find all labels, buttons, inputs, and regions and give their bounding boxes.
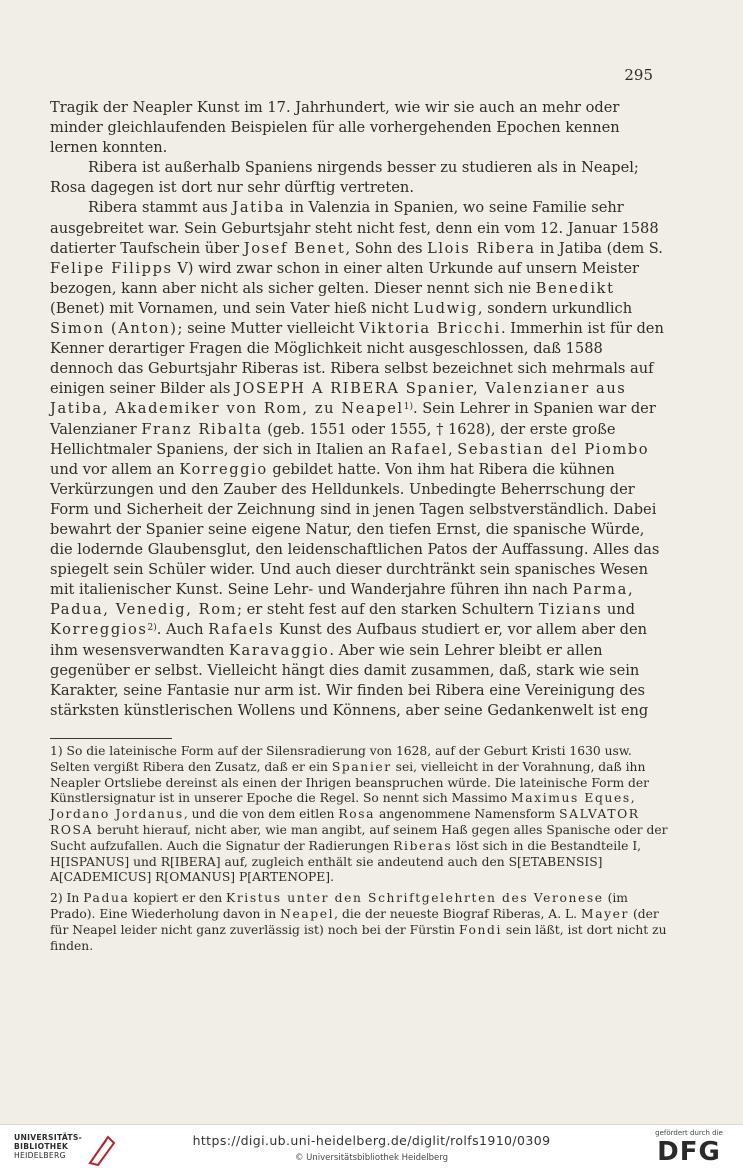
dfg-wordmark: DFG [657,1137,721,1167]
text-run: . Immerhin ist für den Kenner derartiger Fragen die Möglichkeit nicht ausgeschlossen, daß 1588 dennoch das Geburtsjahr Riberas ist. Ribera selbst bezeichnet sich mehrmals auf einigen seiner Bilder als [50,320,664,398]
text-run: , [447,440,458,458]
spaced-emphasis: Fondi [459,922,503,937]
footer-bar [0,1124,743,1173]
footnote-1 [50,744,670,886]
text-run: und vor allem an [50,460,180,478]
spaced-emphasis: Benedikt [535,279,615,297]
spaced-emphasis: Parma, Padua, Venedig, Rom [50,581,635,619]
library-name-line2: BIBLIOTHEK [14,1142,69,1151]
spaced-emphasis: Rafaels [208,621,275,639]
text-run: gebildet hatte. Von ihm hat Ribera die kühnen Verkürzungen und den Zauber des Helldunkels. Unbedingte Beherrschung der Form und Sicherheit der Zeichnung sind in jenen Tagen selbstverständlich. Dabei bewahrt der Spanier seine eigene Natur, den tiefen Ernst, die spanische Würde, die lodernde Glaubensglut, den leidenschaftlichen Patos der Auffassung. Alles das spiegelt sein Schüler wider. Und auch dieser durchtränkt sein spanisches Wesen mit italienischer Kunst. Seine Lehr- und Wanderjahre führen ihn nach [50,460,660,599]
text-run: 1) So die lateinische Form auf der Silensradierung von 1628, auf der Geburt Kristi 1630 usw. Selten vergißt Ribera den Zusatz, daß er ein [50,744,632,774]
text-run: . Aber wie sein Lehrer bleibt er allen gegenüber er selbst. Vielleicht hängt dies damit zusammen, daß, stark wie sein Karakter, seine Fantasie nur arm ist. Wir finden bei Ribera eine Vereinigung des stärksten künstlerischen Wollens und Könnens, aber seine Gedankenwelt ist eng [50,641,649,719]
paragraph [50,158,670,198]
spaced-emphasis: Neapel [280,906,335,921]
text-run: Tragik der Neapler Kunst im 17. Jahrhundert, wie wir sie auch an mehr oder minder gleichlaufenden Beispielen für alle vorhergehenden Epochen kennen lernen konnten. [50,99,620,157]
library-name-line3: HEIDELBERG [14,1151,66,1160]
paragraph [50,198,670,720]
text-run: , die der neueste Biograf Riberas, A. L. [334,906,581,921]
footnote-ref: 1) [403,402,413,413]
text-run: kopiert er den [129,891,227,906]
spaced-emphasis: Padua [83,891,130,906]
text-run: (der für Neapel leider nicht ganz zuverlässig ist) noch bei der Fürstin [50,906,659,937]
text-run: und [602,601,636,619]
text-run: , Sohn des [345,239,428,257]
spaced-emphasis: Maximus Eques [511,791,631,806]
text-run: beruht hierauf, nicht aber, wie man angibt, auf seinem Haß gegen alles Spanische oder der Sucht aufzufallen. Auch die Signatur der Radierungen [50,822,668,853]
spaced-emphasis: Riberas [393,838,453,853]
funded-by-text: gefördert durch die [655,1129,723,1137]
spaced-emphasis: Rafael [390,440,448,458]
text-run: . Auch [156,621,209,639]
text-run: Ribera stammt aus [88,199,233,217]
spaced-emphasis: Jatiba [232,199,286,217]
text-run: (geb. 1551 oder 1555, † 1628), der erste große Hellichtmaler Spaniens, der sich in Italien an [50,420,616,458]
text-run: in Valenzia in Spanien, wo seine Familie sehr ausgebreitet war. Sein Geburtsjahr steht nicht fest, denn ein vom 12. Januar 1588 datierter Taufschein über [50,199,659,257]
text-run: sei, vielleicht in der Vorahnung, daß ihn Neapler Ortsliebe dereinst als einen der Ihrigen beanspruchen würde. Die lateinische Form der Künstlersignatur ist in unserer Epoche die Regel. So nennt sich Massimo [50,759,650,806]
page-number: 295 [624,66,653,84]
text-run: ; seine Mutter vielleicht [177,320,360,338]
spaced-emphasis: SALVATOR ROSA [50,807,640,837]
spaced-emphasis: Viktoria Bricchi [359,320,501,338]
spaced-emphasis: Spanier [331,759,392,774]
spaced-emphasis: Llois Ribera [427,239,536,257]
main-text [50,98,670,721]
footnotes [50,744,670,954]
spaced-emphasis: Jordano Jordanus [50,807,184,822]
text-run: , und die von dem eitlen [183,807,339,822]
library-name-line1: UNIVERSITÄTS- [14,1133,83,1142]
text-run: 2) In [50,891,84,906]
spaced-emphasis: Rosa [338,807,376,822]
dfg-logo[interactable] [649,1129,729,1166]
spaced-emphasis: Karavaggio [229,641,330,659]
footnote-2 [50,891,670,954]
text-run: sein läßt, ist dort nicht zu finden. [50,922,667,953]
text-run: Ribera ist außerhalb Spaniens nirgends besser zu studieren als in Neapel; Rosa dagegen ist dort nur sehr dürftig vertreten. [50,159,639,197]
spaced-emphasis: Ludwig [413,299,478,317]
spaced-emphasis: Franz Ribalta [141,420,263,438]
copyright-text: © Universitätsbibliothek Heidelberg [294,1153,448,1163]
footnote-ref: 2) [147,623,157,634]
spaced-emphasis: Josef Benet [243,239,346,257]
document-url-link[interactable]: https://digi.ub.uni-heidelberg.de/diglit/rolfs1910/0309 [192,1133,551,1148]
spaced-emphasis: Tizians [538,601,603,619]
spaced-emphasis: Korreggios [50,621,148,639]
text-run: . Sein Lehrer in Spanien war der Valenzianer [50,400,656,438]
text-run: ; er steht fest auf den starken Schultern [237,601,539,619]
spaced-emphasis: Mayer [581,906,630,921]
text-run: , [630,791,635,806]
spaced-emphasis: Korreggio [179,460,268,478]
paragraph [50,98,670,158]
spaced-emphasis: Simon (Anton) [50,320,178,338]
spaced-emphasis: Sebastian del Piombo [457,440,650,458]
spaced-emphasis: Felipe Filipps [50,259,173,277]
text-run: Kunst des Aufbaus studiert er, vor allem aber den ihm wesensverwandten [50,621,647,659]
text-run: , sondern urkundlich [477,299,633,317]
footnote-divider [50,738,172,739]
text-run: angenommene Namensform [375,807,560,822]
text-run: löst sich in die Bestandteile I, H[ISPANUS] und R[IBERA] auf, zugleich enthält sie andeutend auch den S[ETABENSIS] A[CADEMICUS] R[OMANUS] P[ARTENOPE]. [50,838,642,885]
text-run: (Benet) mit Vornamen, und sein Vater hieß nicht [50,299,414,317]
text-run: (im Prado). Eine Wiederholung davon in [50,891,628,921]
spaced-emphasis: JOSEPH A RIBERA Spanier, Valenzianer aus Jatiba, Akademiker von Rom, zu Neapel [50,380,627,418]
spaced-emphasis: Kristus unter den Schriftgelehrten des Veronese [226,891,604,906]
text-run: in Jatiba (dem S. [535,239,663,257]
text-run: V) wird zwar schon in einer alten Urkunde auf unsern Meister bezogen, kann aber nicht als sicher gelten. Dieser nennt sich nie [50,259,640,297]
